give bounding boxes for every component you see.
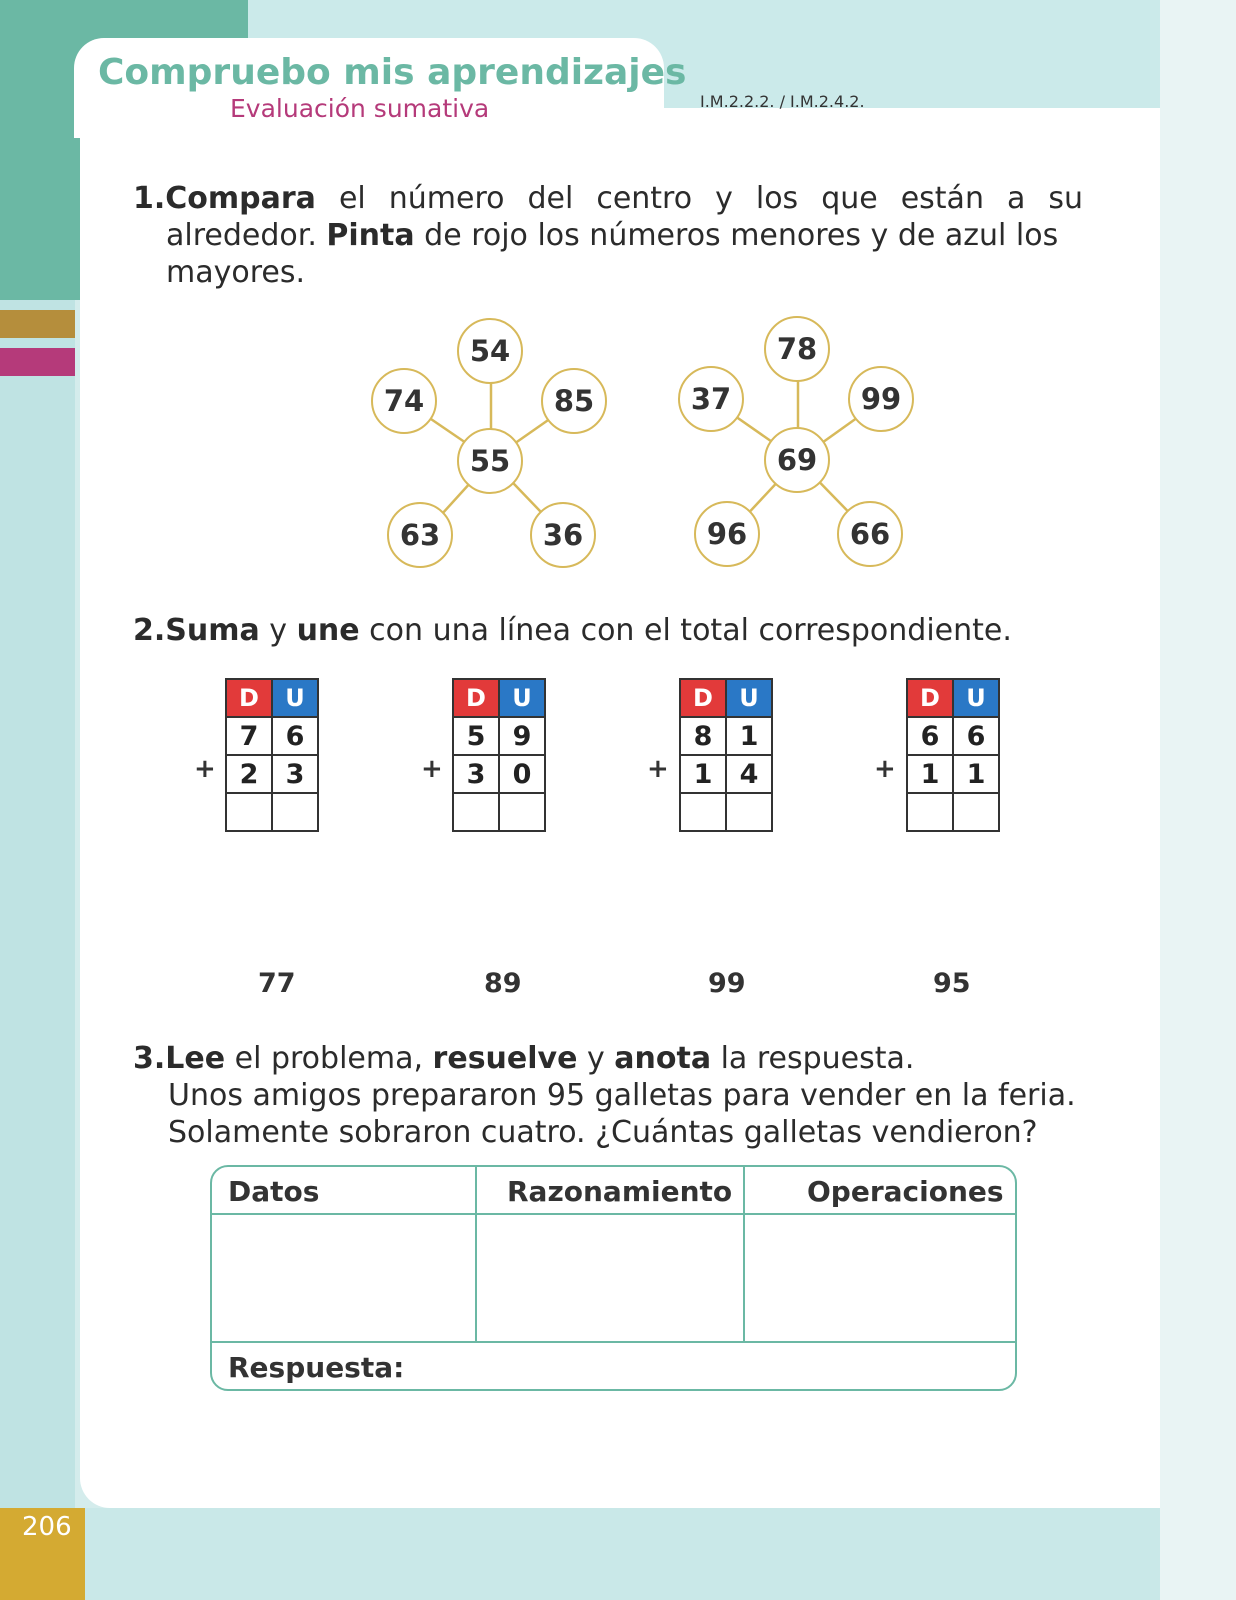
- answer-cell-tens[interactable]: [226, 793, 272, 831]
- gold-accent-band: [0, 310, 75, 338]
- plus-sign: +: [647, 754, 669, 784]
- keyword: Pinta: [326, 218, 415, 253]
- keyword: Suma: [165, 613, 260, 648]
- question-text: el número del centro y los que están a su: [315, 181, 1083, 216]
- flower-center: 69: [764, 427, 830, 493]
- divider: [212, 1213, 1015, 1215]
- keyword: Lee: [165, 1041, 226, 1076]
- flower-petal-bottom-right[interactable]: 66: [837, 501, 903, 567]
- datos-answer-area[interactable]: [214, 1217, 472, 1337]
- flower-petal-left[interactable]: 74: [371, 368, 437, 434]
- question-1-line-3: mayores.: [166, 255, 306, 290]
- digit-cell: 3: [272, 755, 318, 793]
- question-text: el problema,: [225, 1041, 433, 1076]
- question-number: 2.: [133, 613, 166, 648]
- units-header: U: [499, 679, 545, 717]
- digit-cell: 1: [907, 755, 953, 793]
- tens-header: D: [907, 679, 953, 717]
- plus-sign: +: [194, 754, 216, 784]
- total-option[interactable]: 89: [484, 968, 522, 999]
- plus-sign: +: [874, 754, 896, 784]
- question-3-line-1: [133, 1041, 914, 1076]
- flower-petal-right[interactable]: 99: [848, 366, 914, 432]
- left-margin-band: [0, 300, 75, 1510]
- digit-cell: 5: [453, 717, 499, 755]
- digit-cell: 6: [953, 717, 999, 755]
- flower-petal-top[interactable]: 78: [764, 316, 830, 382]
- question-text: con una línea con el total correspondiente.: [359, 613, 1012, 648]
- respuesta-label: Respuesta:: [228, 1351, 405, 1384]
- divider: [212, 1341, 1015, 1343]
- flower-petal-bottom-left[interactable]: 63: [387, 502, 453, 568]
- magenta-accent-band: [0, 348, 75, 376]
- right-margin-band: [1160, 0, 1236, 1600]
- tens-header: D: [453, 679, 499, 717]
- digit-cell: 7: [226, 717, 272, 755]
- total-option[interactable]: 95: [933, 968, 971, 999]
- page-number: 206: [22, 1512, 72, 1542]
- tens-header: D: [226, 679, 272, 717]
- problem-solving-table: [210, 1165, 1017, 1391]
- question-number: 3.: [133, 1041, 166, 1076]
- keyword: une: [296, 613, 360, 648]
- flower-center: 55: [457, 428, 523, 494]
- digit-cell: 4: [726, 755, 772, 793]
- addition-box-4: [906, 678, 1000, 832]
- digit-cell: 6: [907, 717, 953, 755]
- digit-cell: 0: [499, 755, 545, 793]
- question-number: 1.: [133, 181, 166, 216]
- answer-cell-units[interactable]: [726, 793, 772, 831]
- column-header-datos: Datos: [228, 1175, 320, 1208]
- question-2: [133, 612, 1083, 649]
- page-subtitle: Evaluación sumativa: [230, 94, 490, 123]
- tens-header: D: [680, 679, 726, 717]
- digit-cell: 3: [453, 755, 499, 793]
- divider: [743, 1167, 745, 1341]
- digit-cell: 1: [680, 755, 726, 793]
- question-1: [133, 180, 1083, 291]
- answer-cell-units[interactable]: [272, 793, 318, 831]
- flower-petal-left[interactable]: 37: [678, 366, 744, 432]
- units-header: U: [953, 679, 999, 717]
- question-text: de rojo los números menores y de azul los: [414, 218, 1059, 253]
- flower-petal-right[interactable]: 85: [541, 368, 607, 434]
- razonamiento-answer-area[interactable]: [480, 1217, 740, 1337]
- flower-petal-bottom-right[interactable]: 36: [530, 502, 596, 568]
- total-option[interactable]: 99: [708, 968, 746, 999]
- answer-cell-units[interactable]: [953, 793, 999, 831]
- column-header-razonamiento: Razonamiento: [507, 1175, 733, 1208]
- question-text: alrededor.: [166, 218, 327, 253]
- question-text: y: [577, 1041, 615, 1076]
- units-header: U: [726, 679, 772, 717]
- total-option[interactable]: 77: [258, 968, 296, 999]
- question-3-line-3: Solamente sobraron cuatro. ¿Cuántas galletas vendieron?: [168, 1115, 1038, 1150]
- digit-cell: 6: [272, 717, 318, 755]
- indicator-codes: I.M.2.2.2. / I.M.2.4.2.: [700, 92, 865, 111]
- keyword: Compara: [165, 181, 316, 216]
- page-title: Compruebo mis aprendizajes: [98, 52, 687, 93]
- addition-box-3: [679, 678, 773, 832]
- digit-cell: 1: [953, 755, 999, 793]
- answer-cell-units[interactable]: [499, 793, 545, 831]
- units-header: U: [272, 679, 318, 717]
- digit-cell: 2: [226, 755, 272, 793]
- question-1-line-2: [133, 217, 1083, 254]
- number-flower-2: [676, 310, 926, 580]
- column-header-operaciones: Operaciones: [807, 1175, 1004, 1208]
- plus-sign: +: [421, 754, 443, 784]
- question-text: la respuesta.: [711, 1041, 915, 1076]
- flower-petal-bottom-left[interactable]: 96: [694, 501, 760, 567]
- divider: [475, 1167, 477, 1341]
- respuesta-answer-area[interactable]: [402, 1347, 1002, 1383]
- addition-box-1: [225, 678, 319, 832]
- answer-cell-tens[interactable]: [453, 793, 499, 831]
- question-text: y: [259, 613, 297, 648]
- keyword: anota: [614, 1041, 712, 1076]
- digit-cell: 1: [726, 717, 772, 755]
- operaciones-answer-area[interactable]: [748, 1217, 1012, 1337]
- digit-cell: 8: [680, 717, 726, 755]
- keyword: resuelve: [432, 1041, 578, 1076]
- addition-box-2: [452, 678, 546, 832]
- answer-cell-tens[interactable]: [907, 793, 953, 831]
- answer-cell-tens[interactable]: [680, 793, 726, 831]
- flower-petal-top[interactable]: 54: [457, 318, 523, 384]
- question-3: [133, 1040, 1083, 1151]
- question-1-line-1: [133, 180, 1083, 217]
- question-3-line-2: Unos amigos prepararon 95 galletas para vender en la feria.: [168, 1078, 1076, 1113]
- number-flower-1: [368, 310, 618, 580]
- digit-cell: 9: [499, 717, 545, 755]
- bottom-teal-band: [0, 1508, 1160, 1600]
